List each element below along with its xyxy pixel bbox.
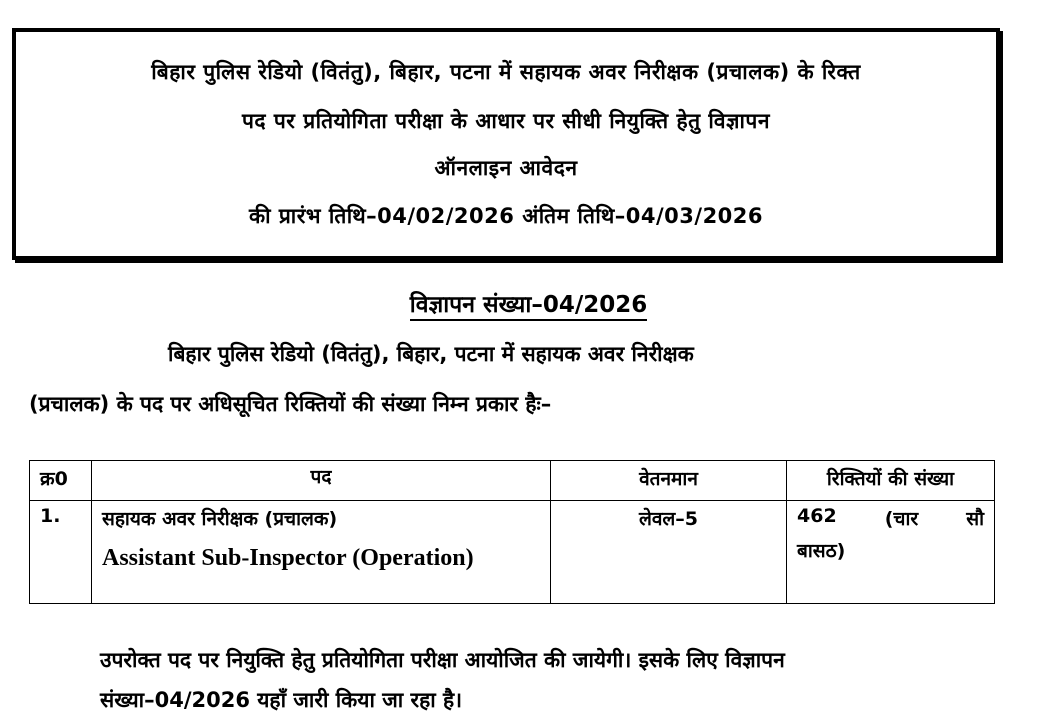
count-word-2: सौ xyxy=(966,508,984,530)
table-row xyxy=(30,501,995,604)
cell-post xyxy=(92,501,551,604)
cell-pay: लेवल–5 xyxy=(551,501,787,604)
col-header-pay: वेतनमान xyxy=(551,461,787,501)
table-header-row xyxy=(30,461,995,501)
header-line-1: बिहार पुलिस रेडियो (वितंतु), बिहार, पटना में सहायक अवर निरीक्षक (प्रचालक) के रिक्त xyxy=(151,60,861,84)
post-english: Assistant Sub-Inspector (Operation) xyxy=(102,545,474,571)
header-line-4: की प्रारंभ तिथि–04/02/2026 अंतिम तिथि–04/03/2026 xyxy=(248,204,764,228)
advert-title xyxy=(0,287,1057,319)
count-word-1: (चार xyxy=(884,508,919,530)
footer-line-1: उपरोक्त पद पर नियुक्ति हेतु प्रतियोगिता परीक्षा आयोजित की जायेगी। इसके लिए विज्ञापन xyxy=(100,648,785,672)
post-hindi: सहायक अवर निरीक्षक (प्रचालक) xyxy=(102,508,338,530)
header-line-3: ऑनलाइन आवेदन xyxy=(434,156,578,180)
intro-line-2: (प्रचालक) के पद पर अधिसूचित रिक्तियों की संख्या निम्न प्रकार हैः– xyxy=(29,392,552,416)
header-line-2: पद पर प्रतियोगिता परीक्षा के आधार पर सीधी नियुक्ति हेतु विज्ञापन xyxy=(241,109,770,133)
count-line-1 xyxy=(797,505,984,531)
cell-count xyxy=(787,501,995,604)
footer-line-2: संख्या–04/2026 यहाँ जारी किया जा रहा है। xyxy=(100,688,463,712)
count-number: 462 xyxy=(797,505,837,527)
col-header-sno: क्र0 xyxy=(30,461,92,501)
cell-sno: 1. xyxy=(30,501,92,604)
advert-title-text: विज्ञापन संख्या–04/2026 xyxy=(410,292,648,321)
header-box xyxy=(12,28,1000,260)
intro-line-1: बिहार पुलिस रेडियो (वितंतु), बिहार, पटना में सहायक अवर निरीक्षक xyxy=(168,342,694,366)
count-word-3: बासठ) xyxy=(797,540,846,562)
col-header-count: रिक्तियों की संख्या xyxy=(787,461,995,501)
vacancy-table xyxy=(29,460,995,604)
col-header-post: पद xyxy=(92,461,551,501)
